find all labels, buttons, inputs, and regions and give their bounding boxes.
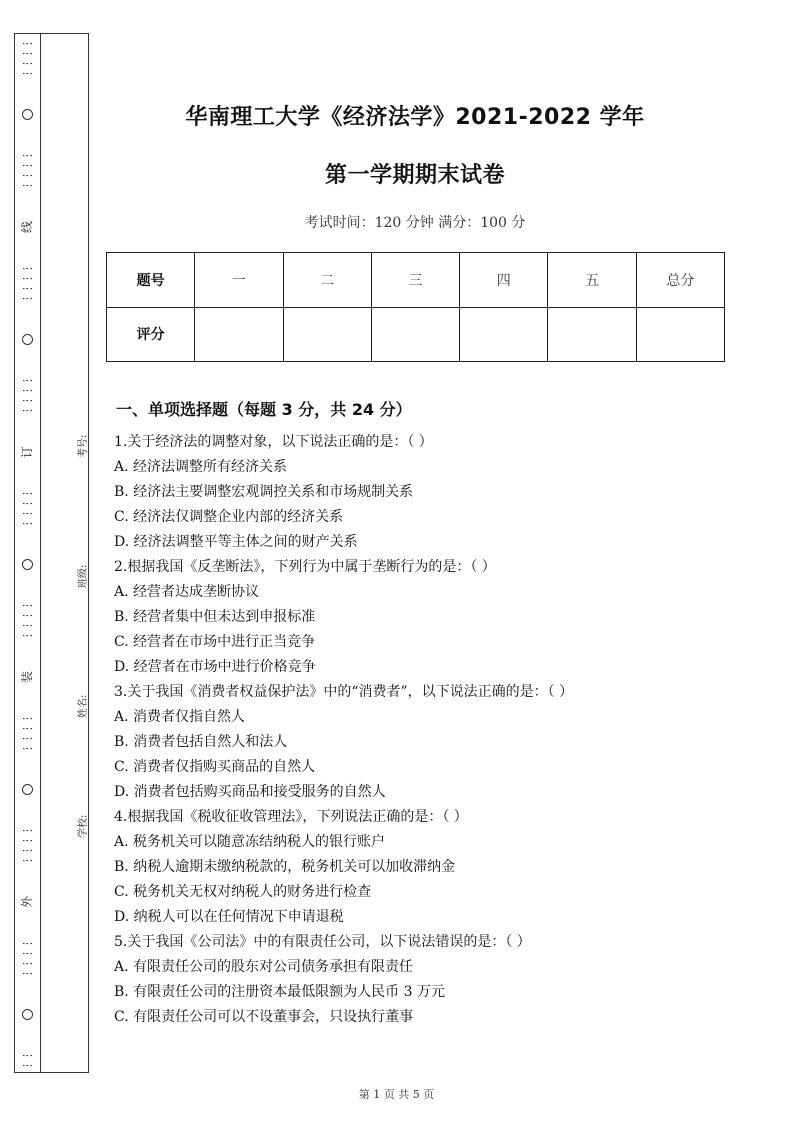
class-field[interactable]: 班级:	[71, 478, 89, 588]
option: C. 经营者在市场中进行正当竞争	[114, 634, 316, 650]
exam-title: 华南理工大学《经济法学》2021-2022 学年	[185, 105, 645, 130]
binding-divider	[40, 34, 41, 1072]
option: A. 税务机关可以随意冻结纳税人的银行账户	[114, 834, 386, 850]
exam-number-field[interactable]: 考号:	[71, 348, 89, 458]
circle-mark	[22, 334, 33, 345]
circle-mark	[22, 559, 33, 570]
score-table	[106, 252, 725, 362]
question-stem: 3.关于我国《消费者权益保护法》中的“消费者”，以下说法正确的是：（ ）	[114, 684, 574, 700]
section-title: 一、单项选择题（每题 3 分，共 24 分）	[116, 400, 412, 419]
circle-mark	[22, 109, 33, 120]
score-cell[interactable]	[283, 307, 371, 362]
option: A. 消费者仅指自然人	[114, 709, 246, 725]
score-table-header-row	[107, 253, 725, 308]
circle-mark	[22, 784, 33, 795]
binding-char-xian: 线	[20, 220, 35, 233]
school-field[interactable]: 学校:	[71, 728, 89, 838]
column-total: 总分	[636, 253, 724, 308]
binding-margin	[14, 33, 89, 1073]
question-stem: 4.根据我国《税收征收管理法》，下列说法正确的是：（ ）	[114, 809, 468, 825]
exam-meta: 考试时间：120 分钟 满分：100 分	[304, 215, 526, 231]
option: D. 消费者包括购买商品和接受服务的自然人	[114, 784, 386, 800]
option: A. 有限责任公司的股东对公司债务承担有限责任	[114, 959, 414, 975]
exam-subtitle: 第一学期期末试卷	[324, 163, 505, 188]
option: A. 经营者达成垄断协议	[114, 584, 260, 600]
binding-char-ding: 订	[20, 445, 35, 458]
option: B. 经济法主要调整宏观调控关系和市场规制关系	[114, 484, 414, 500]
binding-cut-line: ⋮⋮⋮⋮ ⋮⋮⋮⋮ 线 ⋮⋮⋮⋮ ⋮⋮⋮⋮ 订 ⋮⋮⋮⋮ ⋮⋮⋮⋮ 装 ⋮⋮⋮⋮ ⋮⋮⋮⋮ 外 ⋮⋮⋮⋮ ⋮⋮	[20, 38, 35, 1070]
score-table-score-row	[107, 307, 725, 362]
option: D. 经营者在市场中进行价格竞争	[114, 659, 316, 675]
option: B. 有限责任公司的注册资本最低限额为人民币 3 万元	[114, 984, 445, 1000]
option: A. 经济法调整所有经济关系	[114, 459, 288, 475]
option: B. 消费者包括自然人和法人	[114, 734, 288, 750]
column-1: 一	[195, 253, 283, 308]
question-stem: 2.根据我国《反垄断法》，下列行为中属于垄断行为的是：（ ）	[114, 559, 496, 575]
score-cell[interactable]	[371, 307, 459, 362]
binding-char-zhuang: 装	[20, 670, 35, 683]
page-footer: 第 1 页 共 5 页	[358, 1088, 435, 1101]
question-list	[114, 430, 744, 1030]
question-number-label: 题号	[107, 253, 195, 308]
score-cell[interactable]	[195, 307, 283, 362]
option: C. 消费者仅指购买商品的自然人	[114, 759, 316, 775]
option: C. 经济法仅调整企业内部的经济关系	[114, 509, 344, 525]
question-stem: 5.关于我国《公司法》中的有限责任公司，以下说法错误的是：（ ）	[114, 934, 531, 950]
student-info-fields	[65, 354, 105, 838]
score-label: 评分	[107, 307, 195, 362]
circle-mark	[22, 1009, 33, 1020]
column-3: 三	[371, 253, 459, 308]
option: B. 纳税人逾期未缴纳税款的，税务机关可以加收滞纳金	[114, 859, 456, 875]
option: D. 纳税人可以在任何情况下申请退税	[114, 909, 344, 925]
column-5: 五	[548, 253, 636, 308]
score-cell[interactable]	[548, 307, 636, 362]
option: D. 经济法调整平等主体之间的财产关系	[114, 534, 358, 550]
option: C. 税务机关无权对纳税人的财务进行检查	[114, 884, 372, 900]
score-cell[interactable]	[460, 307, 548, 362]
option: B. 经营者集中但未达到申报标准	[114, 609, 316, 625]
column-4: 四	[460, 253, 548, 308]
column-2: 二	[283, 253, 371, 308]
option: C. 有限责任公司可以不设董事会，只设执行董事	[114, 1009, 414, 1025]
score-cell[interactable]	[636, 307, 724, 362]
binding-char-wai: 外	[20, 895, 35, 908]
name-field[interactable]: 姓名:	[71, 608, 89, 718]
question-stem: 1.关于经济法的调整对象，以下说法正确的是：（ ）	[114, 434, 433, 450]
